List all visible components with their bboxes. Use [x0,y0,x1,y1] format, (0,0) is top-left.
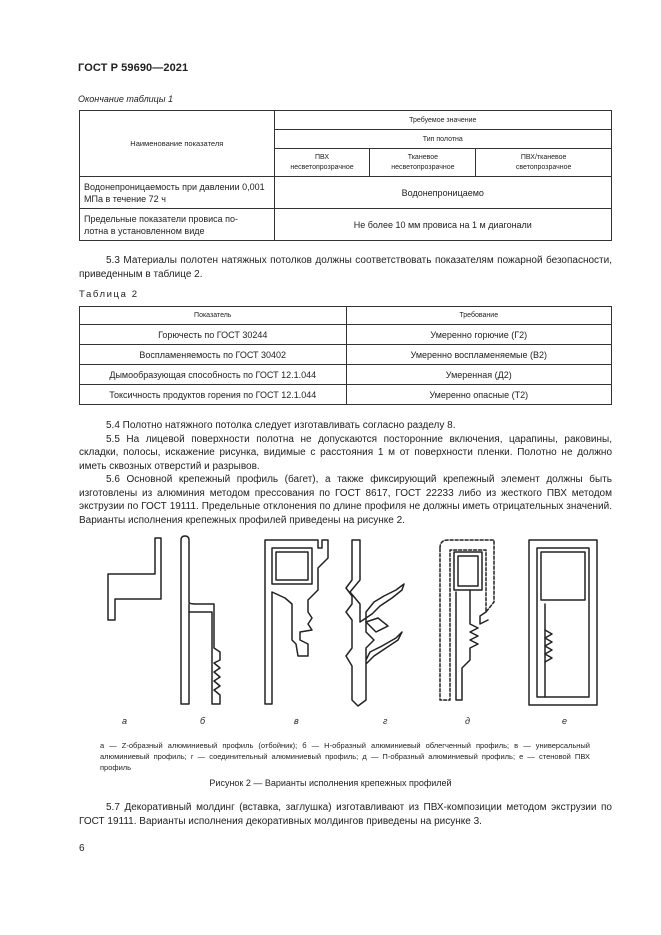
table2-requirement: Умеренно опасные (Т2) [346,385,612,405]
table-row [80,365,612,385]
table1-header-required: Требуемое значение [274,111,611,130]
table2-indicator: Воспламеняемость по ГОСТ 30402 [80,345,347,365]
figure-2-profiles [79,530,612,730]
paragraph-5-6: 5.6 Основной крепежный профиль (багет), а также фиксирующий крепежный элемент должны быть изготовлены из алюминия методом прессования по ГОСТ 8617, ГОСТ 22233 либо из жесткого ПВХ методом экструзии по ГОСТ 19111. Предельные отклонения по длине профиля не должны иметь отрицательных значений. Варианты исполнения крепежных профилей приведены на рисунке 2. [79,474,612,526]
table-row [80,385,612,405]
paragraph-5-4: 5.4 Полотно натяжного потолка следует изготавливать согласно разделу 8. [106,420,456,431]
figure-label-f: е [562,716,568,726]
table-row [80,325,612,345]
table2-indicator: Токсичность продуктов горения по ГОСТ 12.1.044 [80,385,347,405]
paragraphs-5-4-to-5-6 [79,419,612,527]
table-2 [79,306,612,405]
figure-label-c: в [294,716,299,726]
paragraph-5-5: 5.5 На лицевой поверхности полотна не допускаются посторонние включения, царапины, раковины, складки, полосы, искажение рисунка, видимые с расстояния 1 м от поверхности пленки. Полотно не должно иметь сквозных отверстий и разрывов. [79,433,612,472]
profile-d-drawing [346,540,404,706]
profile-e-drawing [440,540,494,700]
profile-f-drawing [529,540,597,705]
figure-label-b: б [200,716,206,726]
table1-subheader-mixed: ПВХ/тканевое светопрозрачное [476,149,612,177]
figure-2-title: Рисунок 2 — Варианты исполнения крепежных профилей [209,778,452,788]
figure-label-e: д [465,716,470,726]
table-row-name: Предельные показатели провиса по- лотна в установленном виде [80,209,275,241]
table-row-value: Не более 10 мм провиса на 1 м диагонали [274,209,611,241]
table2-requirement: Умеренно воспламеняемые (В2) [346,345,612,365]
table1-subheader-pvc: ПВХ несветопрозрачное [274,149,370,177]
table1-header-type: Тип полотна [274,130,611,149]
table-row [80,345,612,365]
table-row-name: Водонепроницаемость при давлении 0,001 МПа в течение 72 ч [80,177,275,209]
table-1 [79,110,612,241]
profile-a-drawing [108,538,161,620]
figure-label-a: а [122,716,128,726]
profile-b-drawing [181,536,220,704]
table2-indicator: Горючесть по ГОСТ 30244 [80,325,347,345]
table2-label: Таблица 2 [79,289,139,300]
paragraph-5-7: 5.7 Декоративный молдинг (вставка, заглушка) изготавливают из ПВХ-композиции методом экструзии по ГОСТ 19111. Варианты исполнения декоративных молдингов приведены на рисунке 3. [79,802,612,827]
document-code: ГОСТ Р 59690—2021 [78,62,189,74]
table2-requirement: Умеренно горючие (Г2) [346,325,612,345]
table1-subheader-fabric: Тканевое несветопрозрачное [370,149,476,177]
profile-c-drawing [265,540,328,704]
table2-header-requirement: Требование [346,307,612,325]
paragraph-5-3: 5.3 Материалы полотен натяжных потолков должны соответствовать показателям пожарной безопасности, приведенным в таблице 2. [79,255,612,280]
table-row-value: Водонепроницаемо [274,177,611,209]
table2-indicator: Дымообразующая способность по ГОСТ 12.1.044 [80,365,347,385]
figure-2-caption: а — Z-образный алюминиевый профиль (отбойник); б — Н-образный алюминиевый облегченный профиль; в — универсальный алюминиевый профиль; г — соединительный алюминиевый профиль; д — П-образный алюминиевый профиль; е — стеновой ПВХ профиль [100,741,590,772]
page-number: 6 [79,843,85,854]
table1-continuation-label: Окончание таблицы 1 [78,94,173,104]
table2-requirement: Умеренная (Д2) [346,365,612,385]
table1-header-param: Наименование показателя [80,111,275,177]
table2-header-indicator: Показатель [80,307,347,325]
figure-label-d: г [383,716,388,726]
